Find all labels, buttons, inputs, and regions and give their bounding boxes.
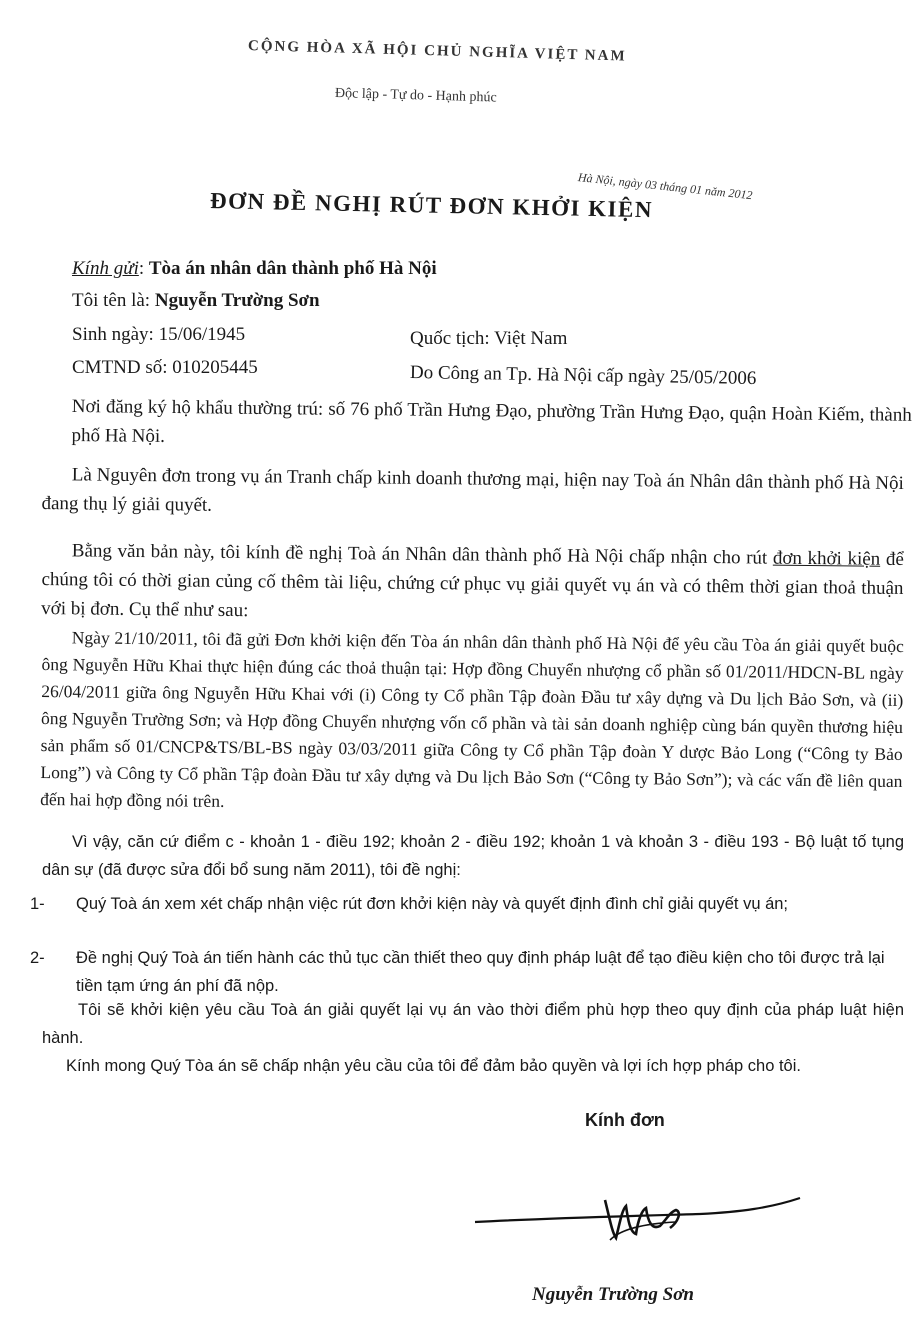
nationality-line [410, 328, 567, 350]
national-motto: Độc lập - Tự do - Hạnh phúc [334, 86, 497, 106]
paragraph-3-text: Ngày 21/10/2011, tôi đã gửi Đơn khởi kiện đến Tòa án nhân dân thành phố Hà Nội để yêu cầu Tòa án giải quyết buộc ông Nguyễn Hữu Khai thực hiện đúng các thoả thuận tại: Hợp đồng Chuyển nhượng cổ phần số 01/2011/HDCN-BL ngày 26/04/2011 giữa ông Nguyễn Hữu Khai với (i) Công ty Cổ phần Tập đoàn Đầu tư xây dựng và Du lịch Bảo Sơn, và (ii) ông Nguyễn Trường Sơn; và Hợp đồng Chuyển nhượng vốn cổ phần và tài sản doanh nghiệp cùng bán quyền thương hiệu sản phẩm số 01/CNCP&TS/BL-BS ngày 03/03/2011 giữa Công ty Cổ phần Tập đoàn Y dược Bảo Long (“Công ty Bảo Long”) và Công ty Cổ phần Tập đoàn Đầu tư xây dựng và Du lịch Bảo Sơn (“Công ty Bảo Sơn”); và các vấn đề liên quan đến hai hợp đồng nói trên. [40, 627, 904, 811]
id-label: CMTND số: [72, 357, 168, 378]
petitioner-name: Nguyễn Trường Sơn [154, 290, 320, 311]
signer-name: Nguyễn Trường Sơn [532, 1284, 694, 1305]
paragraph-1-text: Là Nguyên đơn trong vụ án Tranh chấp kinh doanh thương mại, hiện nay Toà án Nhân dân thành phố Hà Nội đang thụ lý giải quyết. [41, 464, 904, 516]
paragraph-5-text: Tôi sẽ khởi kiện yêu cầu Toà án giải quyết lại vụ án vào thời điểm phù hợp theo quy định của pháp luật hiện hành. [42, 1001, 904, 1047]
paragraph-4-text: Vì vậy, căn cứ điểm c - khoản 1 - điều 192; khoản 2 - điều 192; khoản 1 và khoản 3 - điều 193 - Bộ luật tố tụng dân sự (đã được sửa đổi bổ sung năm 2011), tôi đề nghị: [42, 833, 904, 879]
id-issued-by: Do Công an Tp. Hà Nội cấp ngày 25/05/2006 [409, 362, 757, 390]
id-number: 010205445 [172, 357, 258, 378]
paragraph-6-text: Kính mong Quý Tòa án sẽ chấp nhận yêu cầu của tôi để đảm bảo quyền và lợi ích hợp pháp cho tôi. [66, 1057, 801, 1075]
dob-line [72, 324, 245, 346]
paragraph-4 [42, 828, 904, 884]
closing: Kính đơn [585, 1110, 665, 1130]
addressee-label: Kính gửi [72, 258, 139, 279]
paragraph-2 [41, 536, 904, 632]
nationality-value: Việt Nam [494, 328, 568, 349]
request-1-number: 1- [30, 895, 45, 913]
signature [470, 1160, 830, 1260]
paragraph-2-text-b: để chúng tôi có thời gian củng cố thêm tài liệu, chứng cứ phục vụ giải quyết vụ án và có thêm thời gian thoả thuận với bị đơn. Cụ thể như sau: [41, 548, 904, 622]
request-2-number: 2- [30, 949, 45, 967]
national-header: CỘNG HÒA XÃ HỘI CHỦ NGHĨA VIỆT NAM [247, 38, 627, 65]
document-title: ĐƠN ĐỀ NGHỊ RÚT ĐƠN KHỞI KIỆN [209, 188, 654, 223]
addressee-name: Tòa án nhân dân thành phố Hà Nội [148, 258, 437, 279]
residence-text: Nơi đăng ký hộ khẩu thường trú: số 76 phố Trần Hưng Đạo, phường Trần Hưng Đạo, quận Hoàn Kiếm, thành phố Hà Nội. [71, 395, 912, 447]
dob-label: Sinh ngày: [72, 324, 154, 345]
paragraph-3 [40, 624, 904, 822]
paragraph-6 [24, 1052, 904, 1080]
paragraph-2-text-a: Bằng văn bản này, tôi kính đề nghị Toà án Nhân dân thành phố Hà Nội chấp nhận cho rút [71, 540, 768, 569]
request-item-2 [30, 944, 905, 1000]
nationality-label: Quốc tịch: [410, 328, 490, 349]
paragraph-1 [41, 460, 904, 527]
petitioner-name-line [72, 290, 320, 312]
request-item-1 [30, 890, 905, 918]
request-2-text: Đề nghị Quý Toà án tiến hành các thủ tục cần thiết theo quy định pháp luật để tạo điều kiện cho tôi được trả lại tiền tạm ứng án phí đã nộp. [76, 949, 885, 995]
paragraph-2-underlined: đơn khởi kiện [772, 547, 881, 570]
dob-value: 15/06/1945 [158, 324, 246, 345]
id-line [72, 357, 258, 379]
paragraph-5 [42, 996, 904, 1052]
addressee-line: Kính gửi: Tòa án nhân dân thành phố Hà Nội [72, 258, 437, 279]
place-date: Hà Nội, ngày 03 tháng 01 năm 2012 [577, 170, 754, 203]
residence [71, 392, 912, 459]
request-1-text: Quý Toà án xem xét chấp nhận việc rút đơn khởi kiện này và quyết định đình chỉ giải quyết vụ án; [76, 895, 789, 913]
name-label: Tôi tên là: [72, 290, 151, 311]
